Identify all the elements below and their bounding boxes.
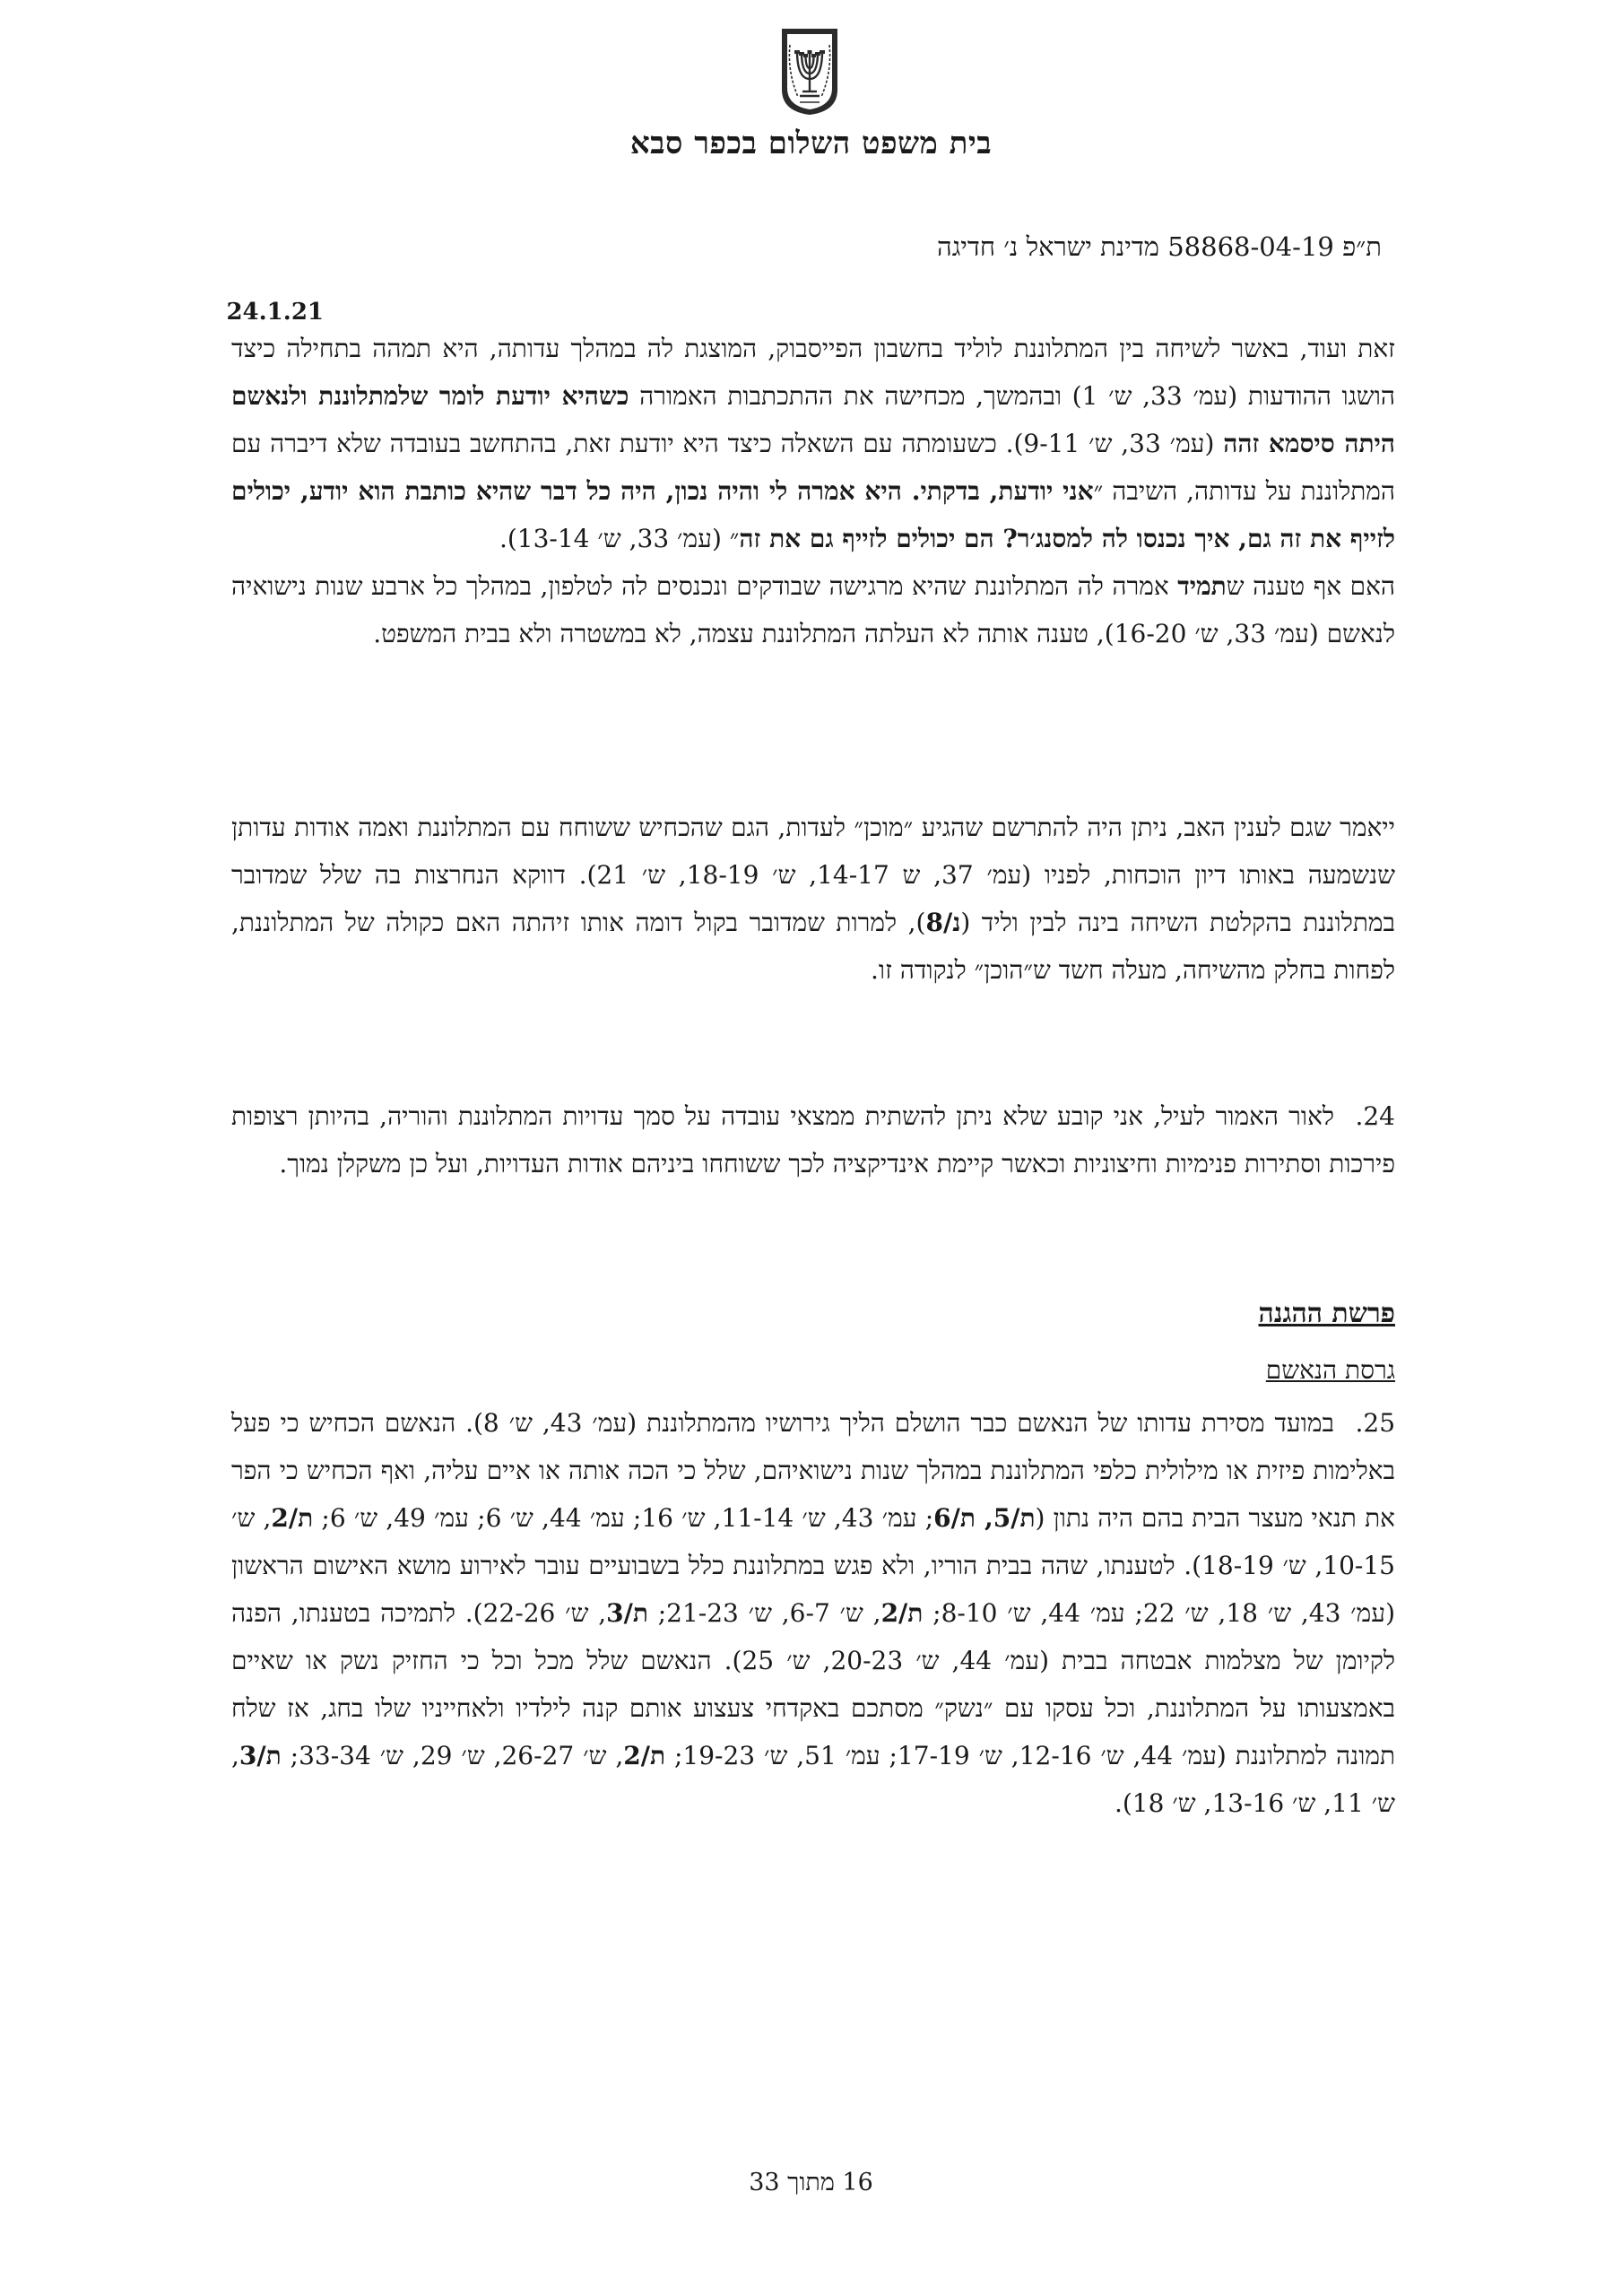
document-date: 24.1.21 (226, 299, 324, 326)
paragraph-bold-text: תמיד (1177, 571, 1227, 601)
state-emblem-menorah-icon (780, 27, 839, 117)
case-number-line: ת״פ 58868-04-19 מדינת ישראל נ׳ חדיגה (937, 231, 1382, 262)
paragraph-text: ייאמר שגם לענין האב, ניתן היה להתרשם שהגיע ״מוכן״ לעדות, הגם שהכחיש ששוחח עם המתלוננת ואמה אודות עדותן שנשמעה באותו דיון הוכחות, לפניו (עמ׳ 37, ש 14-17, ש׳ 18-19, ש׳ 21). דווקא הנחרצות בה שלל שמדובר במתלוננת בהקלטת השיחה בינה לבין וליד ( (231, 813, 1395, 937)
paragraph-bold-text: ת/3 (606, 1598, 648, 1628)
paragraph-bold-text: ת/3 (239, 1741, 282, 1770)
paragraph-bold-text: אני יודעת, בדקתי. היא אמרה לי והיה נכון, היה כל דבר שהיא כותבת הוא יודע, יכולים לזייף את זה גם, איך נכנסו לה למסנג׳ר? הם יכולים לזייף גם את זה (231, 476, 1395, 553)
paragraph-text: זאת ועוד, באשר לשיחה בין המתלוננת לוליד בחשבון הפייסבוק, המוצגת לה במהלך עדותה, היא תמהה בתחילה כיצד הושגו ההודעות (עמ׳ 33, ש׳ 1) ובהמשך, מכחישה את ההתכתבות האמורה (231, 334, 1396, 411)
page-number: 16 מתוך 33 (749, 2169, 873, 2196)
paragraph-text: (עמ׳ 33, ש׳ 9-11). כשעומתה עם השאלה כיצד היא יודעת זאת, בהתחשב בעובדה שלא דיברה עם המתלוננת על עדותה, השיבה ״ (231, 429, 1395, 506)
court-name: בית משפט השלום בכפר סבא (629, 126, 993, 161)
paragraph (231, 325, 1395, 562)
paragraph (231, 562, 1395, 657)
paragraph-text: , ש׳ 6-7, ש׳ 21-23; (647, 1598, 881, 1628)
paragraph-text: ״ (עמ׳ 33, ש׳ 13-14). (499, 524, 740, 553)
subsection-heading: גרסת הנאשם (1265, 1355, 1395, 1385)
paragraph-text: , ש׳ 26-27, ש׳ 29, ש׳ 33-34; (281, 1741, 624, 1770)
paragraph-text: אמרה לה המתלוננת שהיא מרגישה שבודקים ונכנסים לה לטלפון, במהלך כל ארבע שנות נישואיה לנאשם (עמ׳ 33, ש׳ 16-20), טענה אותה לא העלתה המתלוננת עצמה, לא במשטרה ולא בבית המשפט. (231, 571, 1395, 648)
paragraph-number: 24. (1355, 1101, 1395, 1131)
paragraph-bold-text: ת/2 (880, 1598, 924, 1628)
paragraph (231, 804, 1395, 994)
text-block-4 (231, 1399, 1395, 1827)
paragraph-bold-text: ת/2 (271, 1503, 314, 1533)
paragraph-text: , ש׳ 11, ש׳ 13-16, ש׳ 18). (231, 1741, 1395, 1818)
paragraph-number: 25. (1355, 1408, 1396, 1438)
paragraph-bold-text: ת/2 (623, 1741, 666, 1770)
text-block-2 (231, 804, 1395, 994)
text-block-1 (231, 325, 1395, 657)
paragraph-text: במועד מסירת עדותו של הנאשם כבר הושלם הליך גירושיו מהמתלוננת (עמ׳ 43, ש׳ 8). הנאשם הכחיש כי פעל באלימות פיזית או מילולית כלפי המתלוננת במהלך שנות נישואיהם, שלל כי הכה אותה או איים עליה, ואף הכחיש כי הפר את תנאי מעצר הבית בהם היה נתון ( (231, 1408, 1395, 1533)
text-block-3 (231, 1092, 1395, 1187)
paragraph-text: , ש׳ 10-15, ש׳ 18-19). לטענתו, שהה בבית הוריו, ולא פגש במתלוננת כלל בשבועיים עובר לאירוע מושא האישום הראשון (עמ׳ 43, ש׳ 18, ש׳ 22; עמ׳ 44, ש׳ 8-10; (231, 1503, 1396, 1628)
paragraph-text: ; עמ׳ 43, ש׳ 11-14, ש׳ 16; עמ׳ 44, ש׳ 6; עמ׳ 49, ש׳ 6; (313, 1503, 934, 1533)
paragraph-text: ), למרות שמדובר בקול דומה אותו זיהתה האם כקולה של המתלוננת, לפחות בחלק מהשיחה, מעלה חשד ש״הוכן״ לנקודה זו. (231, 908, 1395, 985)
section-heading: פרשת ההגנה (1258, 1298, 1395, 1329)
numbered-paragraph-25 (231, 1399, 1395, 1827)
paragraph-bold-text: כשהיא יודעת לומר שלמתלוננת ולנאשם היתה סיסמא זהה (231, 381, 1395, 458)
paragraph-bold-text: נ/8 (925, 908, 961, 937)
paragraph-text: האם אף טענה ש (1226, 571, 1395, 601)
paragraph-text: לאור האמור לעיל, אני קובע שלא ניתן להשתית ממצאי עובדה על סמך עדויות המתלוננת והוריה, בהיותן רצופות פירכות וסתירות פנימיות וחיצוניות וכאשר קיימת אינדיקציה לכך ששוחחו ביניהם אודות העדויות, ועל כן משקלן נמוך. (231, 1101, 1395, 1178)
paragraph-bold-text: ת/5, ת/6 (933, 1503, 1036, 1533)
numbered-paragraph-24 (231, 1092, 1395, 1187)
paragraph-text: , ש׳ 22-26). לתמיכה בטענתו, הפנה לקיומן של מצלמות אבטחה בבית (עמ׳ 44, ש׳ 20-23, ש׳ 25). הנאשם שלל מכל וכל כי החזיק נשק או שאיים באמצעותו על המתלוננת, וכל עסקו עם ״נשק״ מסתכם באקדחי צעצוע אותם קנה לילדיו ולאחייניו שלו בחג, אז שלח תמונה למתלוננת (עמ׳ 44, ש׳ 12-16, ש׳ 17-19; עמ׳ 51, ש׳ 19-23; (231, 1598, 1396, 1770)
